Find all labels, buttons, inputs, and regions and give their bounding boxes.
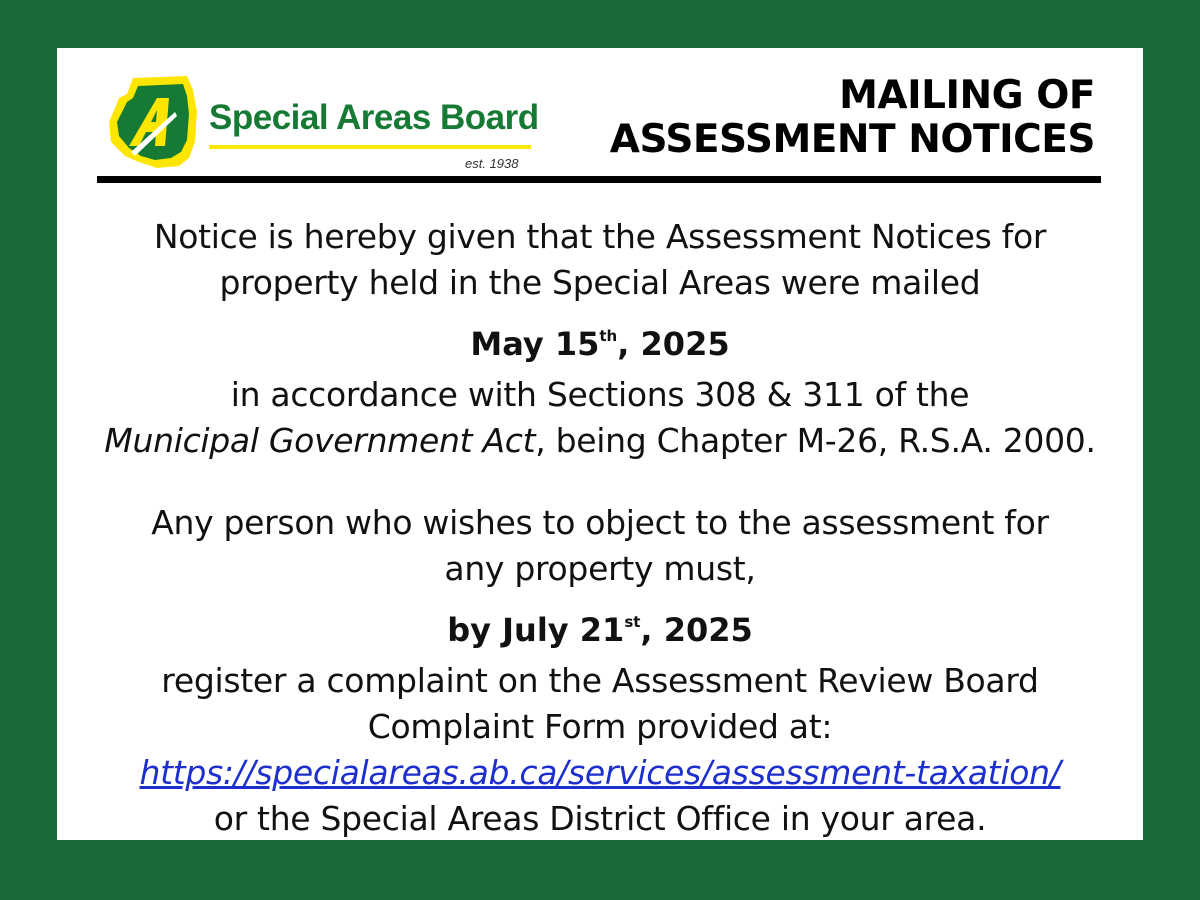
notice-body [77, 214, 1123, 842]
special-areas-map-icon [105, 72, 205, 172]
act-name: Municipal Government Act [104, 421, 536, 460]
notice-panel [57, 48, 1143, 840]
title-line-1: MAILING OF [839, 73, 1095, 118]
objection-line-2: any property must, [444, 549, 756, 588]
logo-underline [209, 145, 531, 149]
notice-line-4 [77, 418, 1123, 464]
title-line-2: ASSESSMENT NOTICES [609, 117, 1095, 162]
deadline-suffix: st [624, 613, 641, 631]
complaint-form-link-row [77, 750, 1123, 796]
objection-line-4: Complaint Form provided at: [367, 707, 833, 746]
objection-line-1: Any person who wishes to object to the assessment for [151, 503, 1049, 542]
mailing-date-suffix: th [599, 327, 618, 345]
established-date: est. 1938 [465, 156, 519, 171]
mailing-date [77, 310, 1123, 370]
deadline-year: , 2025 [640, 611, 753, 649]
notice-line-2: property held in the Special Areas were mailed [219, 263, 981, 302]
org-name: Special Areas Board [209, 98, 539, 137]
act-chapter: , being Chapter M-26, R.S.A. 2000. [535, 421, 1096, 460]
mailing-date-day: May 15 [470, 325, 600, 363]
notice-line-1: Notice is hereby given that the Assessment Notices for [153, 217, 1047, 256]
objection-line-3: register a complaint on the Assessment Review Board [161, 661, 1039, 700]
logo [105, 72, 539, 172]
title-divider [97, 176, 1101, 183]
complaint-form-link[interactable]: https://specialareas.ab.ca/services/assessment-taxation/ [139, 753, 1061, 792]
mailing-date-year: , 2025 [617, 325, 730, 363]
objection-line-5: or the Special Areas District Office in your area. [213, 799, 987, 838]
notice-line-3: in accordance with Sections 308 & 311 of the [230, 375, 970, 414]
deadline-date [77, 596, 1123, 656]
page-title [610, 74, 1095, 162]
deadline-day: by July 21 [447, 611, 625, 649]
